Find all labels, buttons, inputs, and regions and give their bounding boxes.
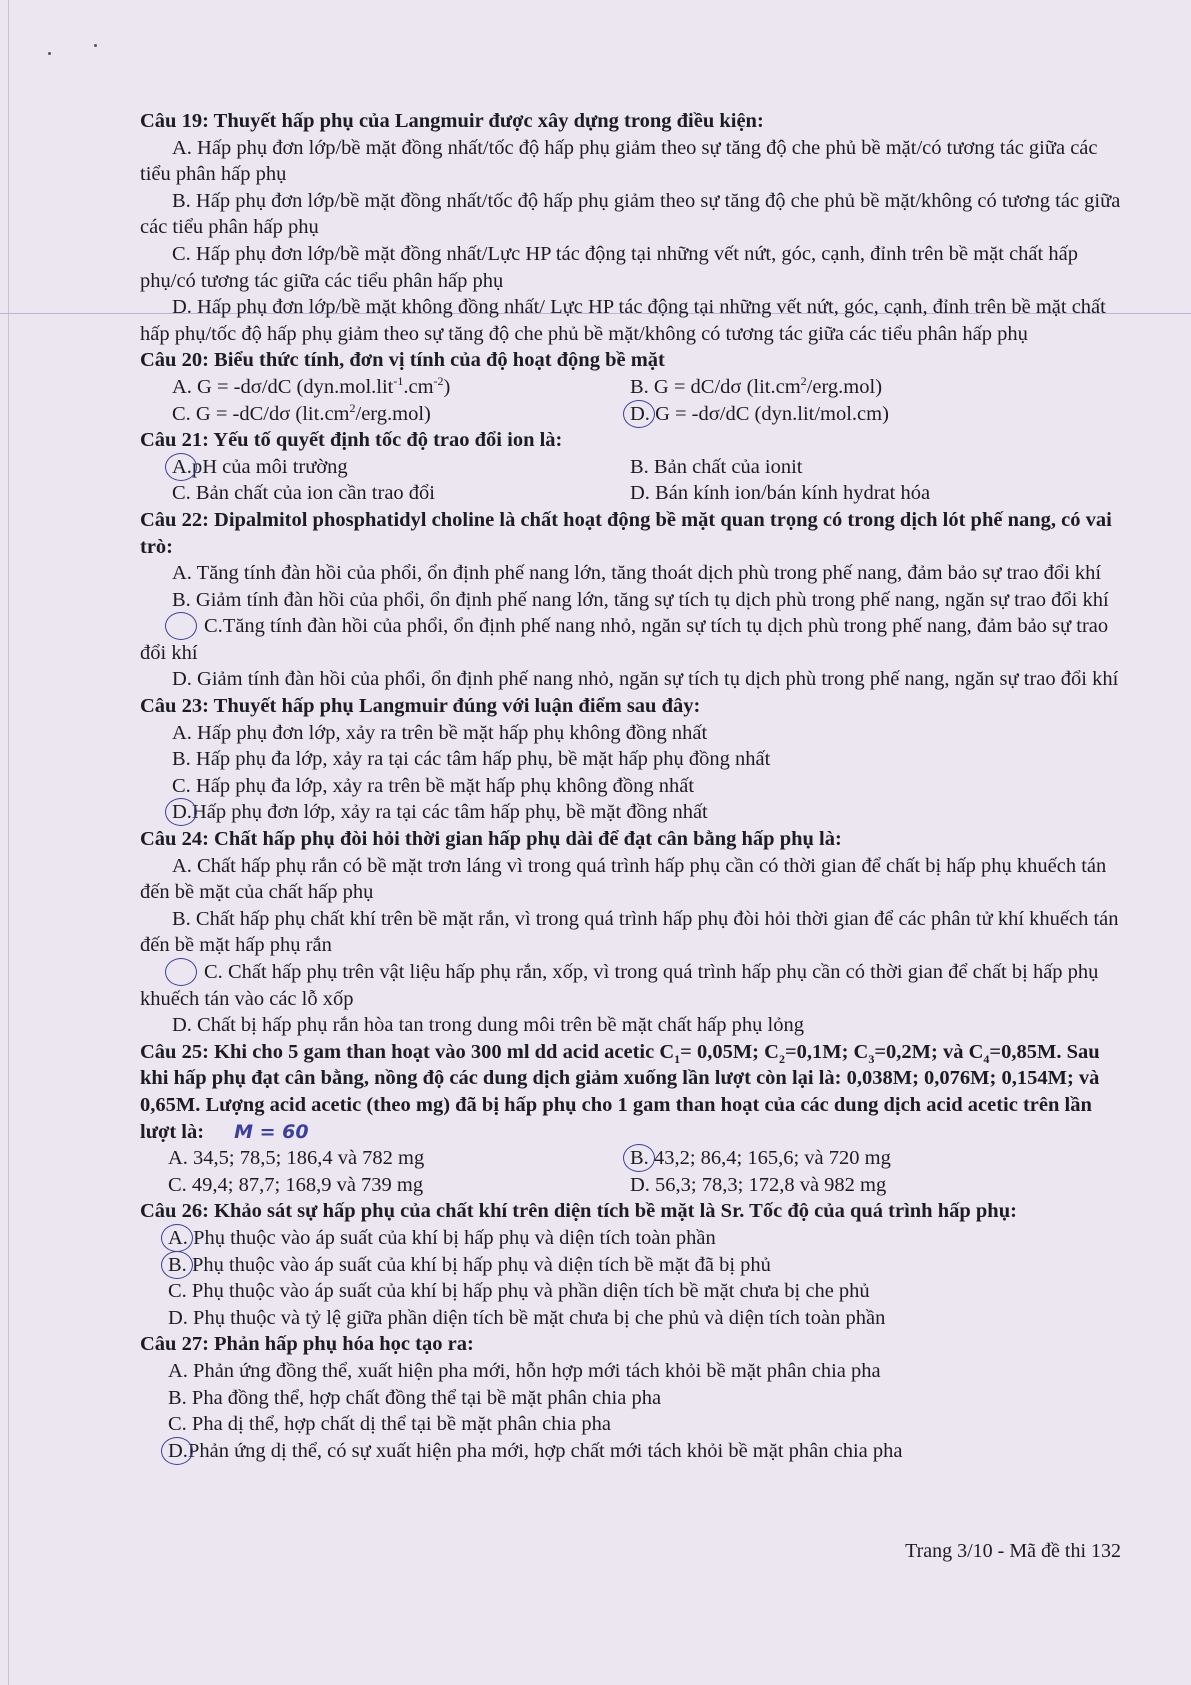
page-footer: Trang 3/10 - Mã đề thi 132	[905, 1540, 1121, 1562]
answer-circle-mark: D.	[168, 1438, 188, 1465]
q20-option-d: D. G = -dσ/dC (dyn.lit/mol.cm)	[630, 401, 1132, 428]
q24-option-a: A. Chất hấp phụ rắn có bề mặt trơn láng vì trong quá trình hấp phụ cần có thời gian để chất bị hấp phụ khuếch tán đến bề mặt của chất hấp phụ	[140, 854, 1107, 904]
q24-option-b: B. Chất hấp phụ chất khí trên bề mặt rắn, vì trong quá trình hấp phụ đòi hỏi thời gian để các phân tử khí khuếch tán đến bề mặt hấp phụ rắn	[140, 907, 1119, 957]
question-27-title: Câu 27: Phản hấp phụ hóa học tạo ra:	[140, 1333, 474, 1356]
q22-option-d: D. Giảm tính đàn hồi của phổi, ổn định phế nang nhỏ, ngăn sự tích tụ dịch phù trong phế nang, ngăn sự trao đổi khí	[172, 668, 1119, 691]
q19-option-d: D. Hấp phụ đơn lớp/bề mặt không đồng nhất/ Lực HP tác động tại những vết nứt, góc, cạnh, đỉnh trên bề mặt chất hấp phụ/tốc độ hấp phụ giảm theo sự tăng độ che phủ bề mặt/không có tương tác giữa các tiểu phân hấp phụ	[140, 296, 1106, 345]
q23-option-c: C. Hấp phụ đa lớp, xảy ra trên bề mặt hấp phụ không đồng nhất	[172, 774, 695, 797]
answer-circle-mark: C.	[172, 959, 223, 986]
q19-option-c: C. Hấp phụ đơn lớp/bề mặt đồng nhất/Lực HP tác động tại những vết nứt, góc, cạnh, đỉnh trên bề mặt chất hấp phụ/có tương tác giữa các tiểu phân hấp phụ	[140, 242, 1078, 292]
q25-option-c: C. 49,4; 87,7; 168,9 và 739 mg	[168, 1173, 424, 1196]
q21-option-c: C. Bản chất của ion cần trao đổi	[172, 482, 435, 505]
q23-option-d: D.Hấp phụ đơn lớp, xảy ra tại các tâm hấp phụ, bề mặt đồng nhất	[140, 799, 1132, 826]
q23-option-b: B. Hấp phụ đa lớp, xảy ra tại các tâm hấp phụ, bề mặt hấp phụ đồng nhất	[172, 748, 771, 771]
answer-circle-mark: D.	[172, 799, 192, 826]
answer-circle-mark: B.	[168, 1252, 187, 1279]
question-24-title: Câu 24: Chất hấp phụ đòi hỏi thời gian hấp phụ dài để đạt cân bằng hấp phụ là:	[140, 828, 842, 851]
q19-option-b: B. Hấp phụ đơn lớp/bề mặt đồng nhất/tốc độ hấp phụ giảm theo sự tăng độ che phủ bề mặt/không có tương tác giữa các tiểu phân hấp phụ	[140, 189, 1121, 239]
question-26-title: Câu 26: Khảo sát sự hấp phụ của chất khí trên diện tích bề mặt là Sr. Tốc độ của quá trình hấp phụ:	[140, 1200, 1017, 1223]
q21-row-1	[140, 454, 1132, 481]
question-22-title: Câu 22: Dipalmitol phosphatidyl choline là chất hoạt động bề mặt quan trọng có trong dịch lót phế nang, có vai trò:	[140, 508, 1112, 558]
handwritten-note: M = 60	[234, 1120, 309, 1143]
answer-circle-mark: D.	[630, 401, 650, 428]
q22-option-b: B. Giảm tính đàn hồi của phổi, ổn định phế nang lớn, tăng sự tích tụ dịch phù trong phế nang, ngăn sự trao đổi khí	[172, 588, 1109, 611]
q20-row-2	[140, 401, 1132, 428]
q25-row-2	[140, 1172, 1132, 1199]
answer-circle-mark: B.	[630, 1145, 649, 1172]
q22-option-c: C.Tăng tính đàn hồi của phổi, ổn định phế nang nhỏ, ngăn sự tích tụ dịch phù trong phế nang, đảm bảo sự trao đổi khí	[140, 615, 1109, 664]
speck	[94, 44, 97, 47]
speck	[48, 52, 51, 55]
q22-option-a: A. Tăng tính đàn hồi của phổi, ổn định phế nang lớn, tăng thoát dịch phù trong phế nang, đảm bảo sự trao đổi khí	[172, 562, 1102, 585]
q19-option-a: A. Hấp phụ đơn lớp/bề mặt đồng nhất/tốc độ hấp phụ giảm theo sự tăng độ che phủ bề mặt/có tương tác giữa các tiểu phân hấp phụ	[140, 136, 1098, 186]
q25-option-a: A. 34,5; 78,5; 186,4 và 782 mg	[168, 1147, 425, 1170]
q24-option-c: C. Chất hấp phụ trên vật liệu hấp phụ rắn, xốp, vì trong quá trình hấp phụ cần có thời gian để chất bị hấp phụ khuếch tán vào các lỗ xốp	[140, 961, 1099, 1010]
answer-circle-mark: A.	[168, 1225, 188, 1252]
q20-option-c: C. G = -dC/dσ $(lit.cm^2/erg.mol)$	[172, 400, 431, 425]
q25-option-b: B. 43,2; 86,4; 165,6; và 720 mg	[630, 1145, 1132, 1172]
q27-option-b: B. Pha đồng thể, hợp chất đồng thể tại bề mặt phân chia pha	[168, 1386, 662, 1409]
questions-body	[140, 108, 1132, 1464]
q20-row-1	[140, 374, 1132, 401]
q26-option-c: C. Phụ thuộc vào áp suất của khí bị hấp phụ và phần diện tích bề mặt chưa bị che phủ	[168, 1280, 870, 1303]
question-23-title: Câu 23: Thuyết hấp phụ Langmuir đúng với luận điểm sau đây:	[140, 695, 701, 718]
question-19-title: Câu 19: Thuyết hấp phụ của Langmuir được xây dựng trong điều kiện:	[140, 110, 764, 132]
q26-option-b: B. Phụ thuộc vào áp suất của khí bị hấp phụ và diện tích bề mặt đã bị phủ	[140, 1252, 1132, 1279]
q27-option-d: D.Phản ứng dị thể, có sự xuất hiện pha mới, hợp chất mới tách khỏi bề mặt phân chia pha	[140, 1438, 1132, 1465]
q24-option-d: D. Chất bị hấp phụ rắn hòa tan trong dung môi trên bề mặt chất hấp phụ lỏng	[172, 1014, 804, 1037]
q21-option-d: D. Bán kính ion/bán kính hydrat hóa	[630, 482, 931, 505]
q21-option-b: B. Bản chất của ionit	[630, 455, 803, 478]
answer-circle-mark: A.	[172, 454, 192, 481]
page-edge	[8, 0, 9, 1685]
q27-option-c: C. Pha dị thể, hợp chất dị thể tại bề mặt phân chia pha	[168, 1413, 611, 1436]
question-20-title: Câu 20: Biểu thức tính, đơn vị tính của độ hoạt động bề mặt	[140, 349, 665, 372]
q20-option-a: A. G = -dσ/dC $(dyn.mol.lit^{-1}.cm^{-2})$	[172, 374, 451, 398]
q26-option-a: A. Phụ thuộc vào áp suất của khí bị hấp phụ và diện tích toàn phần	[140, 1225, 1132, 1252]
q20-option-b: B. G = dC/dσ $(lit.cm^2/erg.mol)$	[630, 374, 883, 398]
q21-option-a: A.pH của môi trường	[140, 454, 630, 481]
q27-option-a: A. Phản ứng đồng thể, xuất hiện pha mới, hỗn hợp mới tách khỏi bề mặt phân chia pha	[168, 1359, 881, 1382]
q23-option-a: A. Hấp phụ đơn lớp, xảy ra trên bề mặt hấp phụ không đồng nhất	[172, 721, 708, 744]
question-25-title: Câu 25: Khi cho 5 gam than hoạt vào 300 ml dd acid acetic $C_1= 0,05M$; $C_2=0,1M$; $C_3=0,2M$; và $C_4=0,85M$. Sau khi hấp phụ đạt cân bằng, nồng độ các dung dịch giảm xuống lần lượt còn lại là: 0,038M; 0,076M; 0,154M; và 0,65M. Lượng acid acetic (theo mg) đã bị hấp phụ cho 1 gam than hoạt của các dung dịch acid acetic trên lần lượt là: M = 60	[140, 1040, 1100, 1143]
q21-row-2	[140, 480, 1132, 507]
q25-option-d: D. 56,3; 78,3; 172,8 và 982 mg	[630, 1173, 887, 1196]
question-21-title: Câu 21: Yếu tố quyết định tốc độ trao đổi ion là:	[140, 429, 563, 452]
q26-option-d: D. Phụ thuộc và tỷ lệ giữa phần diện tích bề mặt chưa bị che phủ và diện tích toàn phần	[168, 1306, 886, 1329]
q25-row-1	[140, 1145, 1132, 1172]
answer-circle-mark: C.	[172, 613, 223, 640]
